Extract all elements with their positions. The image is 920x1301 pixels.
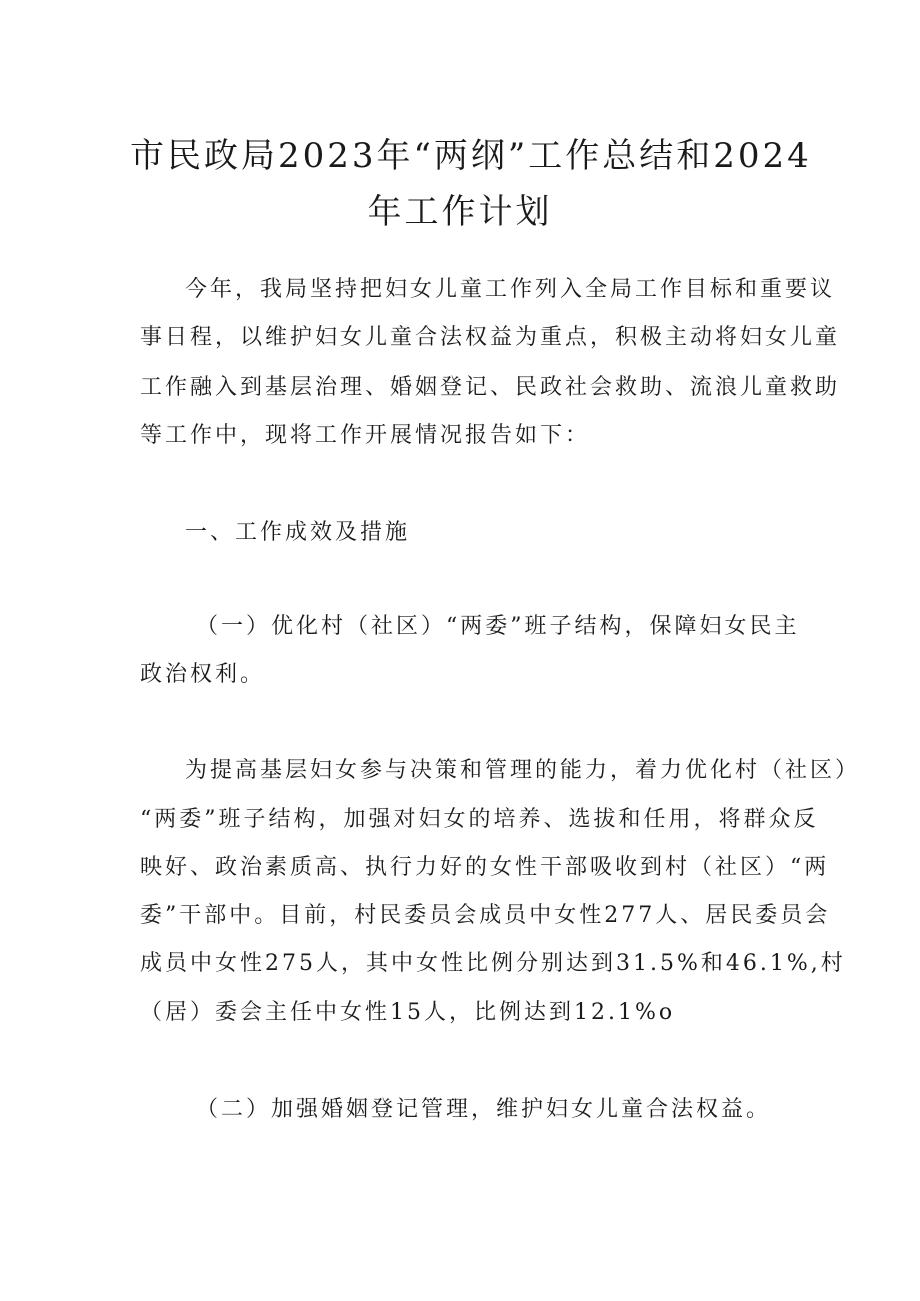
subsection-heading-1-line-2: 政治权利。 xyxy=(140,662,266,687)
subsection-1-body-line-3: 映好、政治素质高、执行力好的女性干部吸收到村（社区）“两 xyxy=(140,855,830,880)
intro-paragraph-line-2: 事日程，以维护妇女儿童合法权益为重点，积极主动将妇女儿童 xyxy=(140,325,841,350)
intro-paragraph-line-1: 今年，我局坚持把妇女儿童工作列入全局工作目标和重要议 xyxy=(185,277,836,302)
subsection-1-body-line-6: （居）委会主任中女性15人，比例达到12.1%o xyxy=(140,1000,676,1025)
document-title-line-2: 年工作计划 xyxy=(367,192,553,232)
subsection-heading-2: （二）加强婚姻登记管理，维护妇女儿童合法权益。 xyxy=(196,1097,772,1122)
subsection-1-body-line-4: 委”干部中。目前，村民委员会成员中女性277人、居民委员会 xyxy=(140,903,831,928)
section-heading-1: 一、工作成效及措施 xyxy=(185,520,411,545)
subsection-1-body-line-5: 成员中女性275人，其中女性比例分别达到31.5%和46.1%,村 xyxy=(140,951,846,976)
intro-paragraph-line-4: 等工作中，现将工作开展情况报告如下： xyxy=(140,423,591,448)
subsection-heading-1-line-1: （一）优化村（社区）“两委”班子结构，保障妇女民主 xyxy=(196,614,800,639)
subsection-1-body-line-2: “两委”班子结构，加强对妇女的培养、选拔和任用，将群众反 xyxy=(140,807,819,832)
document-title-line-1: 市民政局2023年“两纲”工作总结和2024 xyxy=(130,136,812,176)
subsection-1-body-line-1: 为提高基层妇女参与决策和管理的能力，着力优化村（社区） xyxy=(185,758,861,783)
intro-paragraph-line-3: 工作融入到基层治理、婚姻登记、民政社会救助、流浪儿童救助 xyxy=(140,375,841,400)
